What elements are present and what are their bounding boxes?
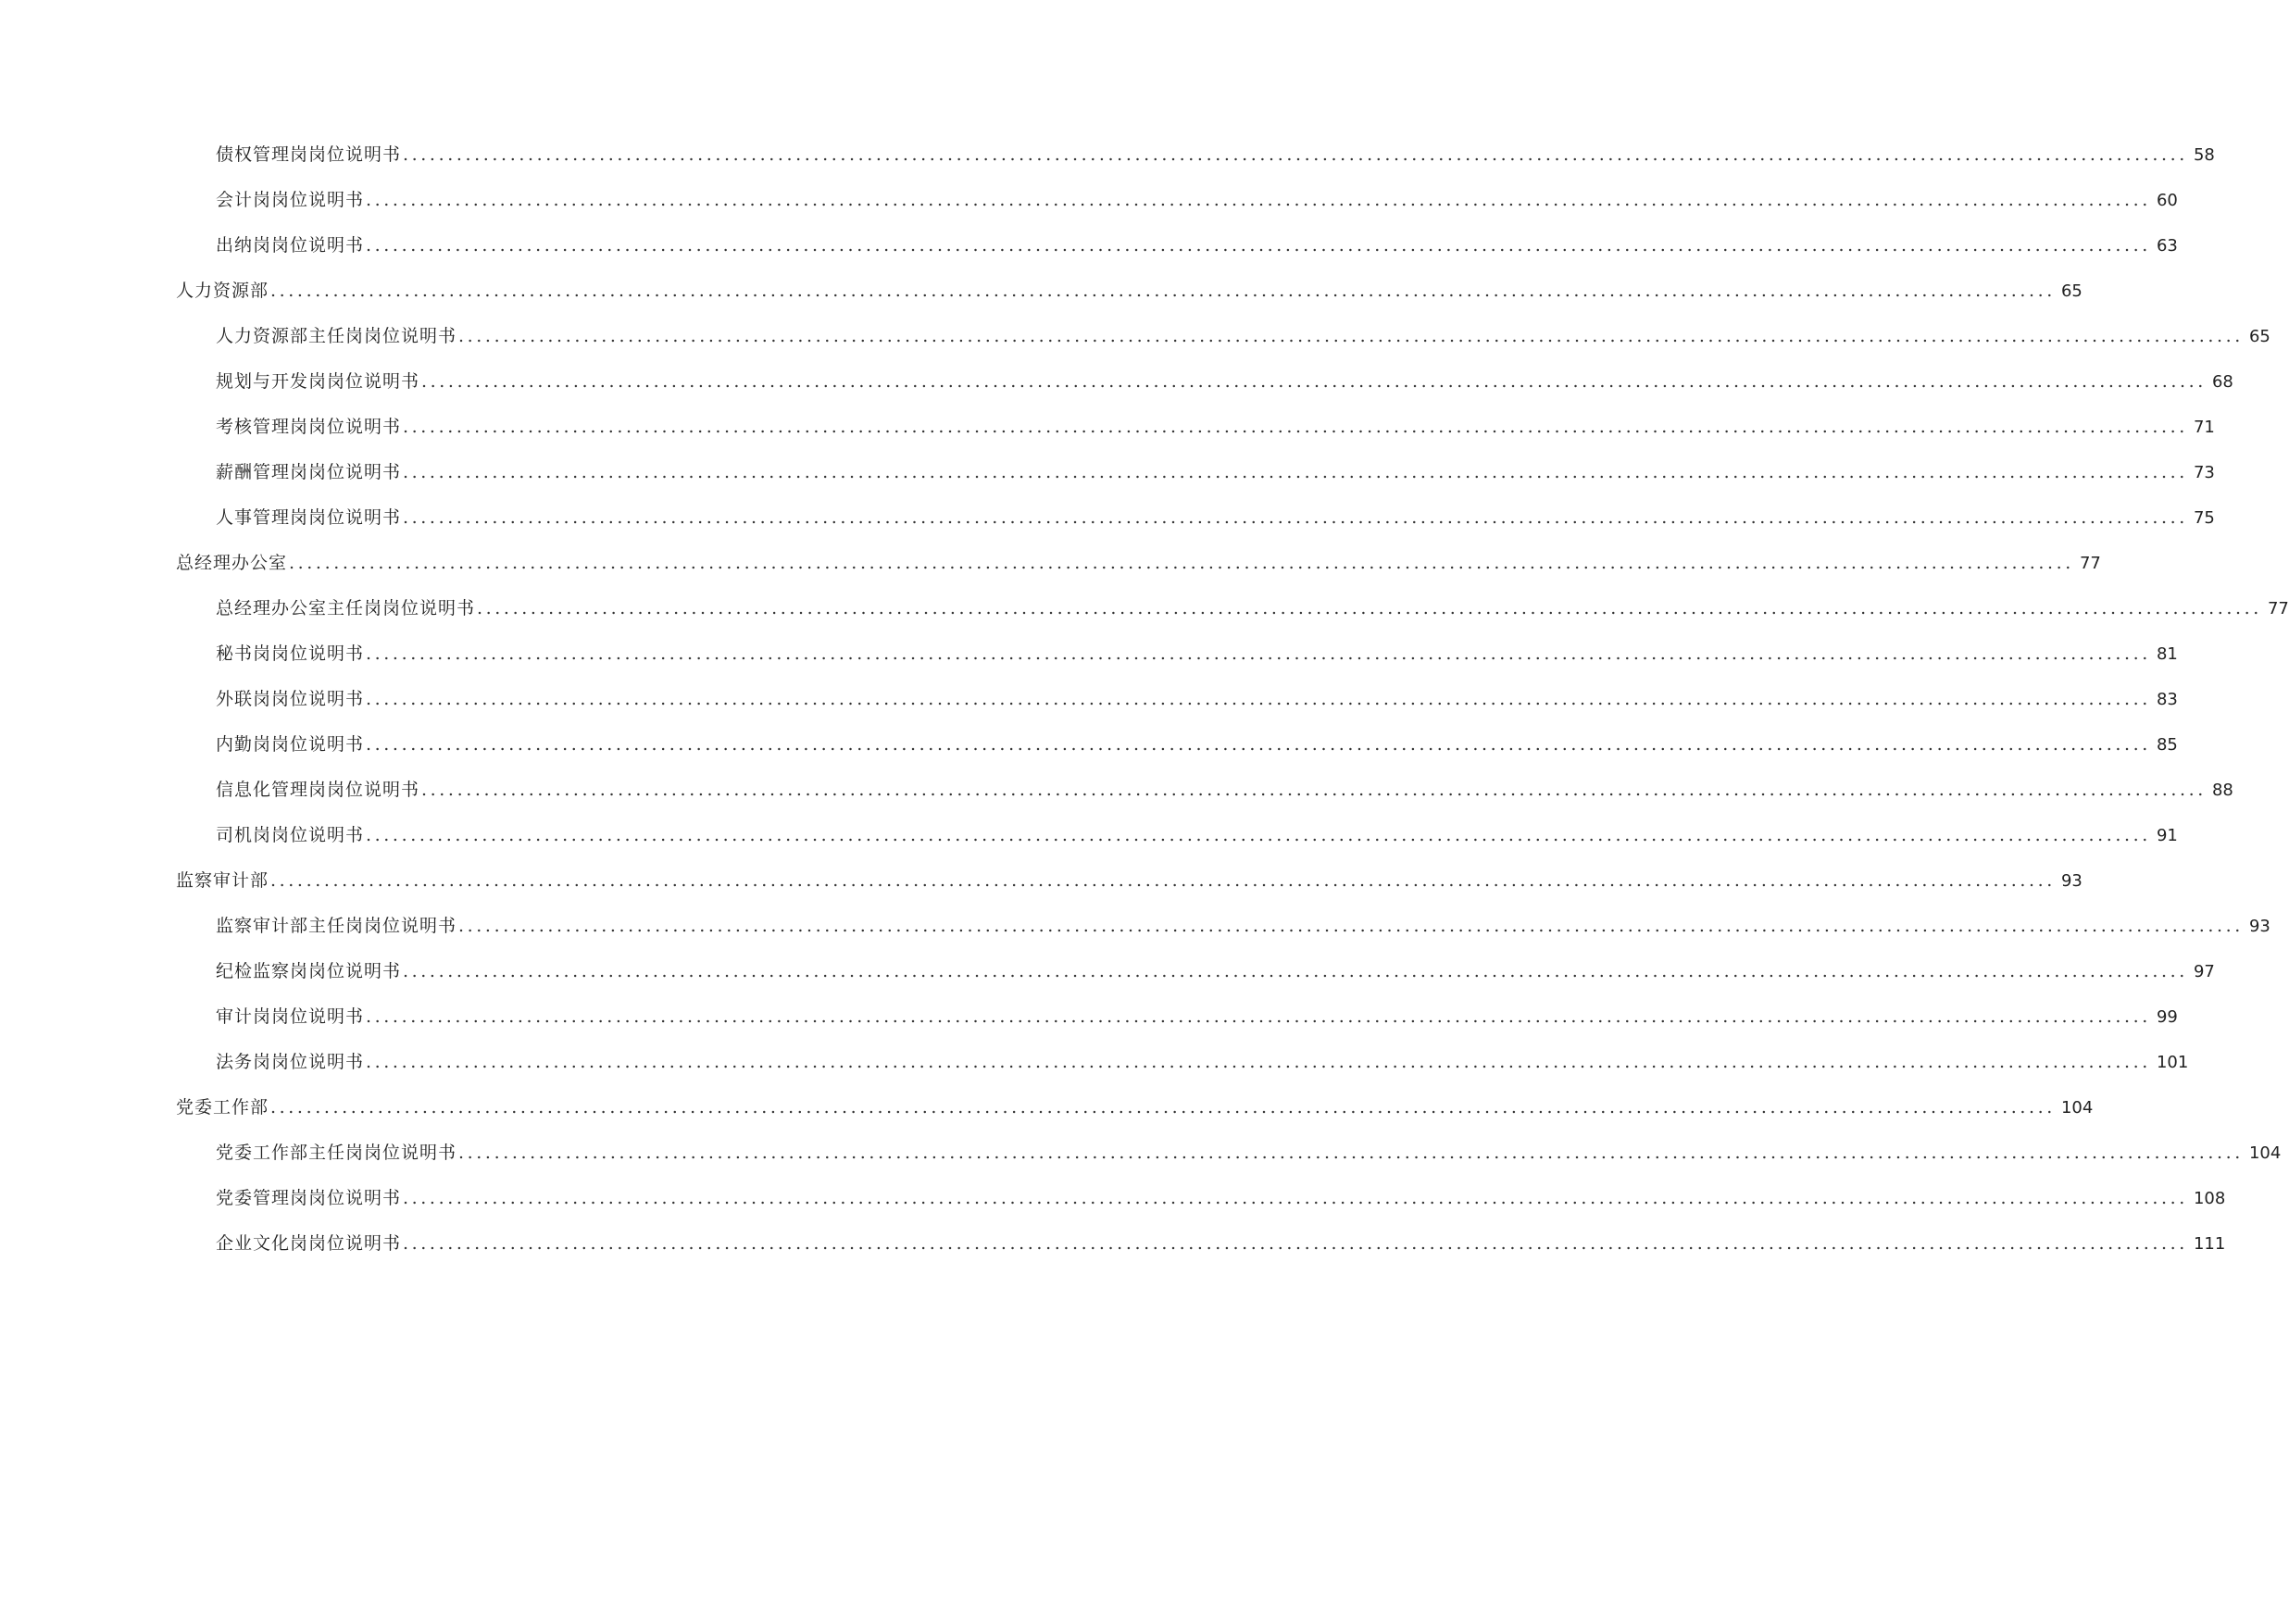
- toc-entry[interactable]: [0, 1048, 2189, 1093]
- toc-entry[interactable]: [0, 821, 2178, 867]
- toc-entry-title: 监察审计部主任岗岗位说明书: [216, 916, 457, 936]
- toc-entry-page: 85: [2156, 735, 2178, 755]
- toc-entry-title: 会计岗岗位说明书: [216, 190, 365, 210]
- toc-entry-title: 法务岗岗位说明书: [216, 1052, 365, 1072]
- toc-entry[interactable]: [0, 141, 2215, 186]
- toc-entry-title: 审计岗岗位说明书: [216, 1006, 365, 1027]
- dot-leader: ........................................................................................................................................................................................................: [403, 507, 2188, 528]
- toc-entry-title: 人力资源部: [176, 281, 269, 301]
- toc-entry-page: 60: [2156, 191, 2178, 210]
- toc-entry[interactable]: [0, 458, 2215, 504]
- toc-entry-title: 出纳岗岗位说明书: [216, 235, 365, 256]
- toc-section-entry[interactable]: [0, 867, 2083, 912]
- toc-entry-page: 93: [2248, 917, 2270, 936]
- dot-leader: ........................................................................................................................................................................................................: [366, 825, 2151, 845]
- toc-entry-title: 规划与开发岗岗位说明书: [216, 371, 420, 392]
- dot-leader: ........................................................................................................................................................................................................: [270, 1097, 2056, 1118]
- toc-entry-page: 97: [2193, 962, 2215, 981]
- toc-entry-title: 人力资源部主任岗岗位说明书: [216, 326, 457, 346]
- toc-entry-page: 63: [2156, 236, 2178, 256]
- toc-entry-page: 99: [2156, 1007, 2178, 1027]
- toc-entry[interactable]: [0, 776, 2233, 821]
- toc-entry-title: 人事管理岗岗位说明书: [216, 507, 402, 528]
- dot-leader: ........................................................................................................................................................................................................: [270, 870, 2056, 891]
- toc-entry-title: 企业文化岗岗位说明书: [216, 1233, 402, 1254]
- toc-entry-title: 司机岗岗位说明书: [216, 825, 365, 845]
- toc-entry-title: 外联岗岗位说明书: [216, 689, 365, 709]
- toc-entry-page: 75: [2193, 508, 2215, 528]
- toc-entry[interactable]: [0, 912, 2270, 957]
- dot-leader: ........................................................................................................................................................................................................: [366, 689, 2151, 709]
- toc-section-entry[interactable]: [0, 1093, 2094, 1139]
- toc-entry[interactable]: [0, 231, 2178, 277]
- toc-entry-title: 总经理办公室主任岗岗位说明书: [216, 598, 476, 618]
- dot-leader: ........................................................................................................................................................................................................: [403, 961, 2188, 981]
- dot-leader: ........................................................................................................................................................................................................: [403, 1233, 2188, 1254]
- toc-entry-page: 65: [2060, 281, 2083, 301]
- toc-entry-title: 薪酬管理岗岗位说明书: [216, 462, 402, 482]
- dot-leader: ........................................................................................................................................................................................................: [289, 553, 2074, 573]
- dot-leader: ........................................................................................................................................................................................................: [366, 190, 2151, 210]
- dot-leader: ........................................................................................................................................................................................................: [458, 1143, 2244, 1163]
- toc-entry-page: 65: [2248, 327, 2270, 346]
- toc-entry-page: 81: [2156, 644, 2178, 664]
- toc-entry-page: 73: [2193, 463, 2215, 482]
- toc-entry[interactable]: [0, 1230, 2226, 1275]
- toc-entry-page: 91: [2156, 826, 2178, 845]
- toc-entry-title: 考核管理岗岗位说明书: [216, 417, 402, 437]
- toc-entry-title: 党委管理岗岗位说明书: [216, 1188, 402, 1208]
- toc-entry-title: 监察审计部: [176, 870, 269, 891]
- toc-entry-page: 101: [2156, 1053, 2189, 1072]
- toc-entry[interactable]: [0, 1139, 2282, 1184]
- dot-leader: ........................................................................................................................................................................................................: [421, 780, 2207, 800]
- table-of-contents: [0, 141, 2289, 1275]
- toc-entry-title: 党委工作部: [176, 1097, 269, 1118]
- toc-entry[interactable]: [0, 731, 2178, 776]
- dot-leader: ........................................................................................................................................................................................................: [270, 281, 2056, 301]
- toc-entry[interactable]: [0, 957, 2215, 1003]
- dot-leader: ........................................................................................................................................................................................................: [366, 643, 2151, 664]
- toc-entry-page: 108: [2193, 1189, 2226, 1208]
- toc-entry-page: 104: [2248, 1143, 2282, 1163]
- dot-leader: ........................................................................................................................................................................................................: [366, 734, 2151, 755]
- dot-leader: ........................................................................................................................................................................................................: [403, 144, 2188, 165]
- toc-entry[interactable]: [0, 685, 2178, 731]
- dot-leader: ........................................................................................................................................................................................................: [421, 371, 2207, 392]
- toc-entry[interactable]: [0, 1184, 2226, 1230]
- toc-entry-title: 党委工作部主任岗岗位说明书: [216, 1143, 457, 1163]
- dot-leader: ........................................................................................................................................................................................................: [403, 417, 2188, 437]
- toc-entry[interactable]: [0, 1003, 2178, 1048]
- toc-entry-page: 71: [2193, 418, 2215, 437]
- toc-entry[interactable]: [0, 413, 2215, 458]
- toc-section-entry[interactable]: [0, 277, 2083, 322]
- toc-entry[interactable]: [0, 640, 2178, 685]
- dot-leader: ........................................................................................................................................................................................................: [458, 916, 2244, 936]
- toc-entry-page: 58: [2193, 145, 2215, 165]
- dot-leader: ........................................................................................................................................................................................................: [403, 462, 2188, 482]
- toc-entry-title: 内勤岗岗位说明书: [216, 734, 365, 755]
- toc-entry-title: 总经理办公室: [176, 553, 288, 573]
- dot-leader: ........................................................................................................................................................................................................: [403, 1188, 2188, 1208]
- toc-entry[interactable]: [0, 504, 2215, 549]
- toc-entry-page: 77: [2079, 554, 2101, 573]
- toc-entry[interactable]: [0, 594, 2289, 640]
- toc-entry-title: 秘书岗岗位说明书: [216, 643, 365, 664]
- toc-entry-title: 纪检监察岗岗位说明书: [216, 961, 402, 981]
- toc-entry-page: 104: [2060, 1098, 2094, 1118]
- toc-entry-title: 债权管理岗岗位说明书: [216, 144, 402, 165]
- toc-entry-title: 信息化管理岗岗位说明书: [216, 780, 420, 800]
- toc-section-entry[interactable]: [0, 549, 2101, 594]
- dot-leader: ........................................................................................................................................................................................................: [366, 1052, 2151, 1072]
- toc-entry[interactable]: [0, 368, 2233, 413]
- toc-entry[interactable]: [0, 322, 2270, 368]
- toc-entry-page: 88: [2211, 781, 2233, 800]
- dot-leader: ........................................................................................................................................................................................................: [458, 326, 2244, 346]
- toc-entry-page: 68: [2211, 372, 2233, 392]
- toc-entry-page: 111: [2193, 1234, 2226, 1254]
- dot-leader: ........................................................................................................................................................................................................: [366, 235, 2151, 256]
- toc-entry-page: 93: [2060, 871, 2083, 891]
- dot-leader: ........................................................................................................................................................................................................: [477, 598, 2262, 618]
- dot-leader: ........................................................................................................................................................................................................: [366, 1006, 2151, 1027]
- toc-entry-page: 77: [2267, 599, 2289, 618]
- toc-entry[interactable]: [0, 186, 2178, 231]
- toc-entry-page: 83: [2156, 690, 2178, 709]
